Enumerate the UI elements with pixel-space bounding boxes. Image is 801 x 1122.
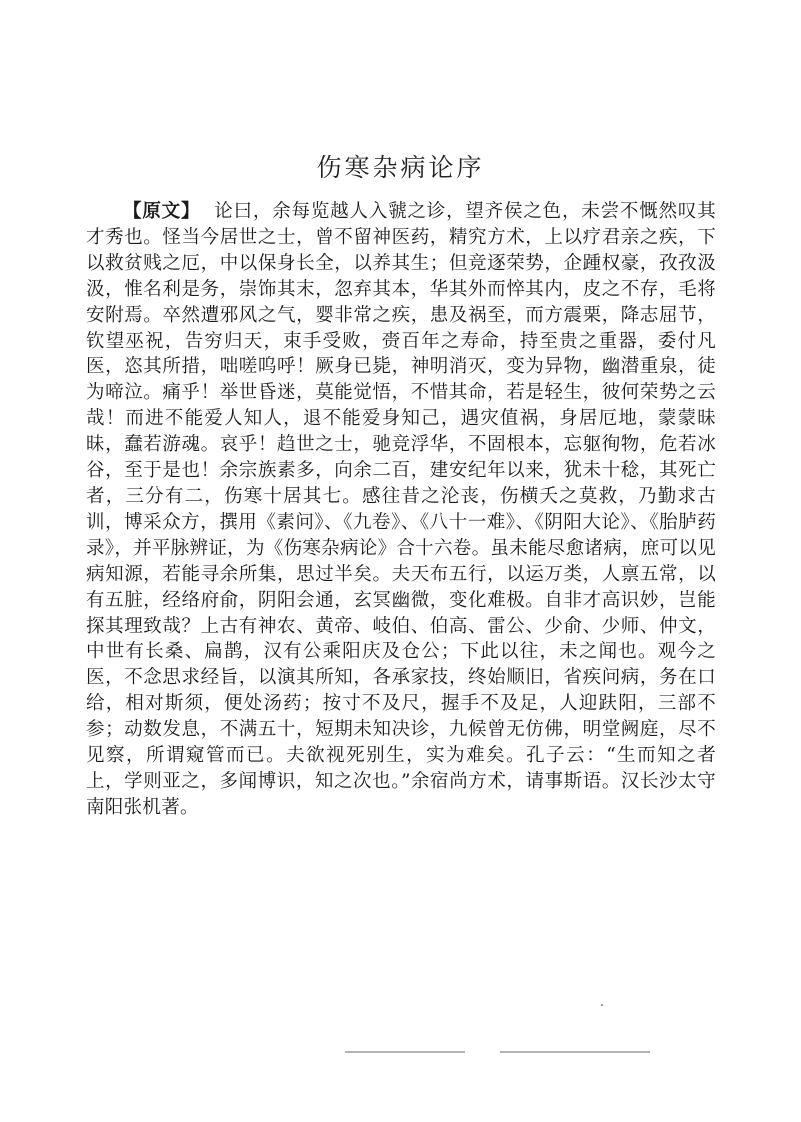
page-title: 伤寒杂病论序 <box>316 153 485 182</box>
scan-speck <box>601 1004 603 1006</box>
original-text-label: 【原文】 <box>123 201 201 222</box>
scan-edge-line <box>345 1051 465 1053</box>
preface-text: 论曰，余每览越人入虢之诊，望齐侯之色，未尝不慨然叹其才秀也。怪当今居世之士，曾不留神医药，精究方术，上以疗君亲之疾，下以救贫贱之厄，中以保身长全，以养其生；但竞逐荣势，企踵权豪，孜孜汲汲，惟名利是务，崇饰其末，忽弃其本，华其外而悴其内，皮之不存，毛将安附焉。卒然遭邪风之气，婴非常之疾，患及祸至，而方震栗，降志屈节，钦望巫祝，告穷归天，束手受败，赍百年之寿命，持至贵之重器，委付凡医，恣其所措，咄嗟呜呼！厥身已毙，神明消灭，变为异物，幽潜重泉，徒为啼泣。痛乎！举世昏迷，莫能觉悟，不惜其命，若是轻生，彼何荣势之云哉！而进不能爱人知人，退不能爱身知己，遇灾值祸，身居厄地，蒙蒙昧昧，蠢若游魂。哀乎！趋世之士，驰竞浮华，不固根本，忘躯徇物，危若冰谷，至于是也！余宗族素多，向余二百，建安纪年以来，犹未十稔，其死亡者，三分有二，伤寒十居其七。感往昔之沦丧，伤横夭之莫救，乃勤求古训，博采众方，撰用《素问》、《九卷》、《八十一难》、《阴阳大论》、《胎胪药录》，并平脉辨证，为《伤寒杂病论》合十六卷。虽未能尽愈诸病，庶可以见病知源，若能寻余所集，思过半矣。夫天布五行，以运万类，人禀五常，以有五脏，经络府俞，阴阳会通，玄冥幽微，变化难极。自非才高识妙，岂能探其理致哉？上古有神农、黄帝、岐伯、伯高、雷公、少俞、少师、仲文，中世有长桑、扁鹊，汉有公乘阳庆及仓公；下此以往，未之闻也。观今之医，不念思求经旨，以演其所知，各承家技，终始顺旧，省疾问病，务在口给，相对斯须，便处汤药；按寸不及尺，握手不及足，人迎趺阳，三部不参；动数发息，不满五十，短期未知决诊，九候曾无仿佛，明堂阙庭，尽不见察，所谓窥管而已。夫欲视死别生，实为难矣。孔子云：“生而知之者上，学则亚之，多闻博识，知之次也。”余宿尚方术，请事斯语。汉长沙太守南阳张机著。 <box>86 201 717 818</box>
scan-edge-line <box>500 1051 650 1053</box>
preface-paragraph <box>86 199 716 821</box>
